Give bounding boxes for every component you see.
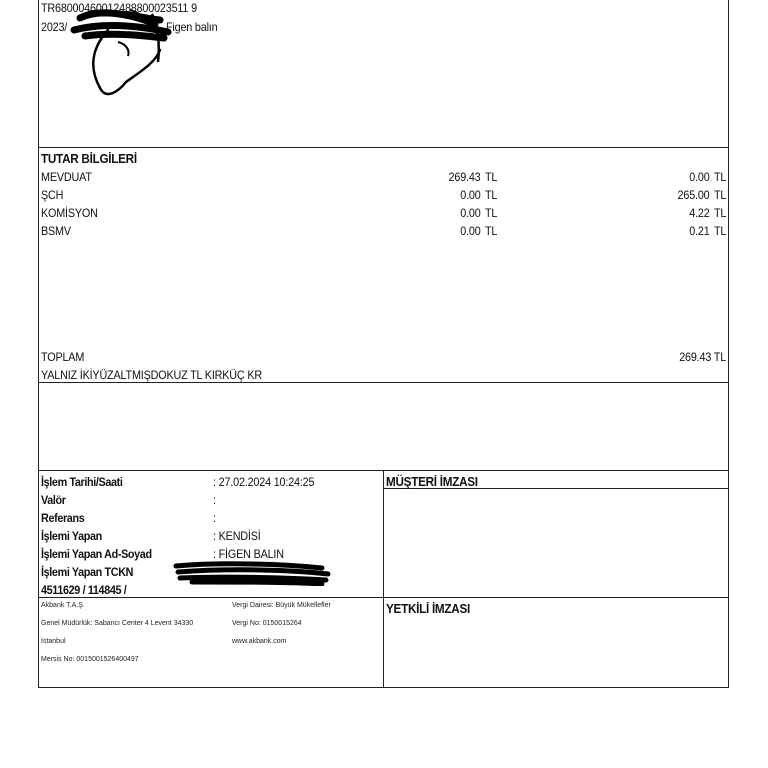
amount-value-2: 0.00	[689, 170, 710, 184]
footer-website: www.akbank.com	[232, 638, 287, 645]
currency-2: TL	[714, 224, 727, 238]
currency-1: TL	[485, 206, 498, 220]
footer-address: Genel Müdürlük: Sabancı Center 4 Levent 34330	[41, 620, 194, 627]
transaction-value: :	[213, 493, 216, 507]
total-in-words: YALNIZ İKİYÜZALTMIŞDOKUZ TL KIRKÜÇ KR	[41, 368, 262, 382]
currency-2: TL	[714, 206, 727, 220]
currency-2: TL	[714, 188, 727, 202]
currency-1: TL	[485, 224, 498, 238]
amount-value-1: 0.00	[460, 206, 481, 220]
transaction-label: İşlemi Yapan Ad-Soyad	[41, 547, 152, 561]
date-line: 2023/	[41, 20, 68, 34]
amount-value-1: 0.00	[460, 224, 481, 238]
amount-value-1: 0.00	[460, 188, 481, 202]
amount-value-2: 4.22	[689, 206, 710, 220]
amount-value-2: 0.21	[689, 224, 710, 238]
total-label: TOPLAM	[41, 350, 85, 364]
redaction-scribble	[60, 0, 190, 105]
amount-value-2: 265.00	[678, 188, 710, 202]
footer-company: Akbank T.A.Ş.	[41, 602, 85, 609]
footer-mersis: Mersis No: 0015001526400497	[41, 656, 139, 663]
amount-label: BSMV	[41, 224, 71, 238]
column-divider	[383, 470, 384, 688]
amount-label: ŞCH	[41, 188, 64, 202]
footer-tax-number: Vergi No: 0150015264	[232, 620, 302, 627]
footer-tax-office: Vergi Dairesi: Büyük Mükellefler	[232, 602, 331, 609]
divider	[38, 147, 729, 148]
currency-2: TL	[714, 170, 727, 184]
transaction-label: İşlem Tarihi/Saati	[41, 475, 123, 489]
amount-label: MEVDUAT	[41, 170, 92, 184]
transaction-label: Valör	[41, 493, 66, 507]
customer-signature-label: MÜŞTERİ İMZASI	[386, 474, 478, 489]
customer-name: Figen balın	[166, 20, 218, 34]
authorized-signature-label: YETKİLİ İMZASI	[386, 601, 470, 616]
total-value: 269.43 TL	[679, 350, 726, 364]
footer-city: İstanbul	[41, 638, 66, 645]
transaction-label: Referans	[41, 511, 85, 525]
transaction-value: : FİGEN BALIN	[213, 547, 284, 561]
iban-line: TR68000460012488800023511 9	[41, 1, 197, 15]
transaction-value: : 27.02.2024 10:24:25	[213, 475, 315, 489]
transaction-code: 4511629 / 114845 /	[41, 583, 127, 597]
amount-label: KOMİSYON	[41, 206, 98, 220]
transaction-value: :	[213, 511, 216, 525]
amounts-title: TUTAR BİLGİLERİ	[41, 151, 137, 166]
transaction-label: İşlemi Yapan	[41, 529, 102, 543]
redaction-scribble	[172, 560, 332, 586]
currency-1: TL	[485, 188, 498, 202]
currency-1: TL	[485, 170, 498, 184]
transaction-value: : KENDİSİ	[213, 529, 261, 543]
transaction-label: İşlemi Yapan TCKN	[41, 565, 134, 579]
divider	[38, 382, 729, 383]
amount-value-1: 269.43	[449, 170, 481, 184]
